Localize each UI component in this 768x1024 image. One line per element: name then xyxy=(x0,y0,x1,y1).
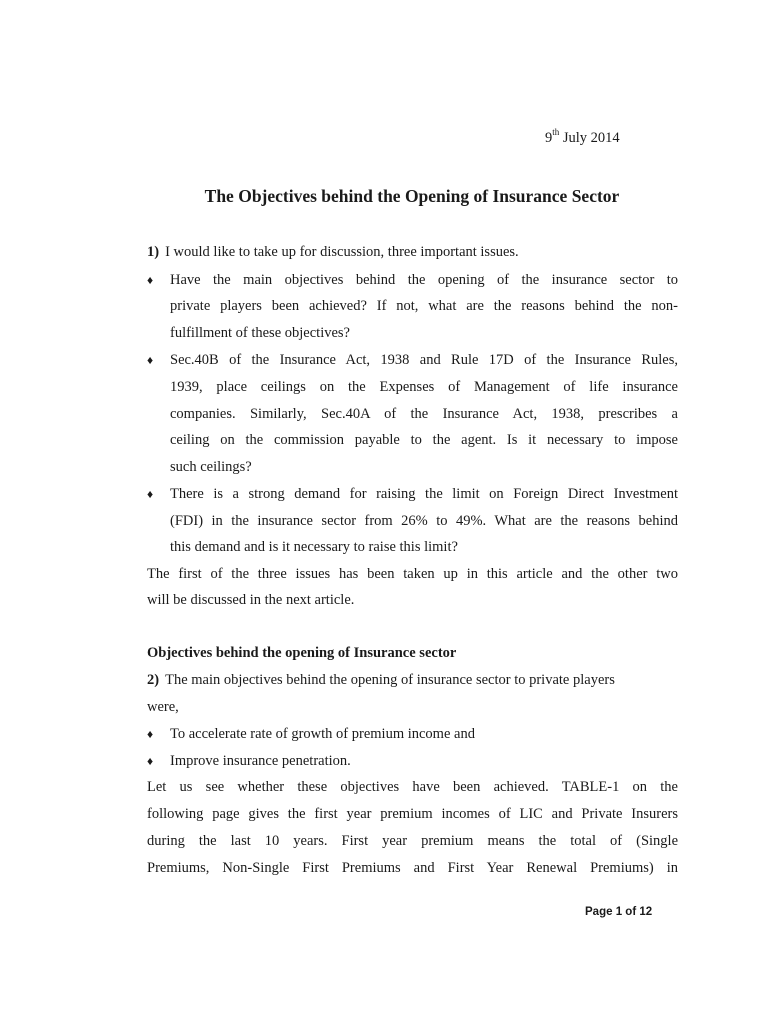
page-number-footer xyxy=(585,904,652,920)
bullet2-line: ceiling on the commission payable to the agent. Is it necessary to impose xyxy=(170,432,678,448)
bullet-icon: ♦ xyxy=(147,273,154,287)
section1-intro-line xyxy=(147,242,519,262)
document-title: The Objectives behind the Opening of Insurance Sector xyxy=(204,186,620,206)
footer-middle: of xyxy=(622,906,640,918)
bullet-icon: ♦ xyxy=(147,353,154,367)
section2-intro: The main objectives behind the opening of insurance sector to private players xyxy=(165,672,615,688)
section2-paragraph-line: following page gives the first year premium incomes of LIC and Private Insurers xyxy=(147,806,678,822)
bullet2-line: 1939, place ceilings on the Expenses of Management of life insurance xyxy=(170,379,678,395)
footer-current-page: 1 xyxy=(615,906,623,918)
section1-closing-line: will be discussed in the next article. xyxy=(147,592,355,608)
bullet1-line: Have the main objectives behind the opening of the insurance sector to xyxy=(170,272,678,288)
date-rest: July 2014 xyxy=(562,130,620,146)
section2-paragraph-line: Let us see whether these objectives have been achieved. TABLE-1 on the xyxy=(147,779,678,795)
bullet3-line: this demand and is it necessary to raise this limit? xyxy=(170,539,458,555)
section2-intro-line: were, xyxy=(147,699,179,715)
section2-paragraph-line: Premiums, Non-Single First Premiums and First Year Renewal Premiums) in xyxy=(147,860,678,876)
footer-total-pages: 12 xyxy=(639,906,653,918)
date-day: 9 xyxy=(545,130,553,146)
section1-number: 1) xyxy=(147,244,160,260)
bullet1-line: fulfillment of these objectives? xyxy=(170,325,350,341)
footer-prefix: Page xyxy=(585,906,616,918)
document-date xyxy=(545,128,620,148)
section2-number: 2) xyxy=(147,672,160,688)
section2-heading: Objectives behind the opening of Insurance sector xyxy=(147,645,457,661)
bullet1-line: private players been achieved? If not, what are the reasons behind the non- xyxy=(170,298,678,314)
bullet2-line: Sec.40B of the Insurance Act, 1938 and Rule 17D of the Insurance Rules, xyxy=(170,352,678,368)
bullet3-line: There is a strong demand for raising the limit on Foreign Direct Investment xyxy=(170,486,678,502)
date-suffix: th xyxy=(552,127,560,137)
section2-intro-line xyxy=(147,670,678,690)
bullet3-line: (FDI) in the insurance sector from 26% to 49%. What are the reasons behind xyxy=(170,513,678,529)
bullet-icon: ♦ xyxy=(147,754,154,768)
section1-closing-line: The first of the three issues has been taken up in this article and the other two xyxy=(147,566,678,582)
section1-intro: I would like to take up for discussion, three important issues. xyxy=(165,244,519,260)
section2-bullet: To accelerate rate of growth of premium income and xyxy=(170,726,475,742)
section2-bullet: Improve insurance penetration. xyxy=(170,753,351,769)
bullet-icon: ♦ xyxy=(147,487,154,501)
section2-paragraph-line: during the last 10 years. First year premium means the total of (Single xyxy=(147,833,678,849)
bullet2-line: companies. Similarly, Sec.40A of the Insurance Act, 1938, prescribes a xyxy=(170,406,678,422)
bullet2-line: such ceilings? xyxy=(170,459,252,475)
bullet-icon: ♦ xyxy=(147,727,154,741)
